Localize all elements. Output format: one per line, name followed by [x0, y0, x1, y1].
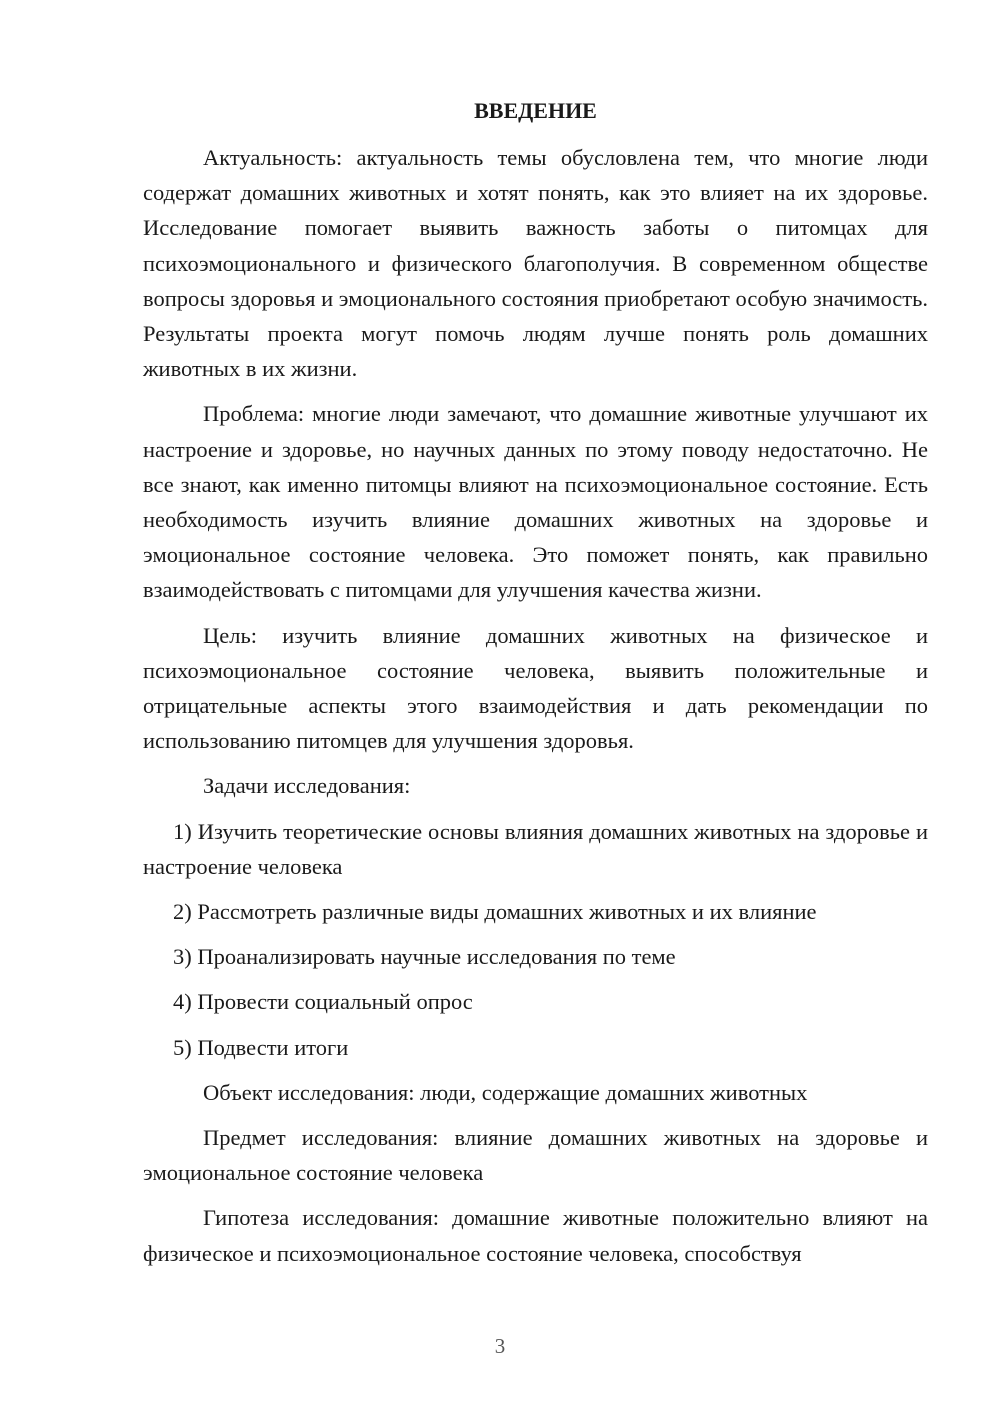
paragraph-object: Объект исследования: люди, содержащие домашних животных — [203, 1079, 808, 1105]
paragraph-subject: Предмет исследования: влияние домашних животных на здоровье и эмоциональное состояние человека — [143, 1125, 928, 1186]
paragraph-goal: Цель: изучить влияние домашних животных на физическое и психоэмоциональное состояние человека, выявить положительные и отрицательные аспекты этого взаимодействия и дать рекомендации по использованию питомцев для улучшения здоровья. — [143, 622, 928, 754]
task-item: 4) Провести социальный опрос — [173, 989, 473, 1015]
document-page — [143, 94, 928, 1281]
task-item: 2) Рассмотреть различные виды домашних животных и их влияние — [173, 899, 817, 925]
paragraph-relevance: Актуальность: актуальность темы обусловлена тем, что многие люди содержат домашних животных и хотят понять, как это влияет на их здоровье. Исследование помогает выявить важность заботы о питомцах для психоэмоционального и физического благополучия. В современном обществе вопросы здоровья и эмоционального состояния приобретают особую значимость. Результаты проекта могут помочь людям лучше понять роль домашних животных в их жизни. — [143, 145, 928, 382]
task-item: 5) Подвести итоги — [173, 1034, 349, 1060]
paragraph-problem: Проблема: многие люди замечают, что домашние животные улучшают их настроение и здоровье, но научных данных по этому поводу недостаточно. Не все знают, как именно питомцы влияют на психоэмоциональное состояние. Есть необходимость изучить влияние домашних животных на здоровье и эмоциональное состояние человека. Это поможет понять, как правильно взаимодействовать с питомцами для улучшения качества жизни. — [143, 401, 928, 603]
paragraph-tasks-heading: Задачи исследования: — [203, 773, 411, 799]
paragraph-hypothesis: Гипотеза исследования: домашние животные положительно влияют на физическое и психоэмоциональное состояние человека, способствуя — [143, 1205, 928, 1266]
task-item: 3) Проанализировать научные исследования по теме — [173, 944, 676, 970]
section-title: ВВЕДЕНИЕ — [474, 98, 597, 123]
task-item: 1) Изучить теоретические основы влияния домашних животных на здоровье и настроение человека — [143, 818, 928, 879]
page-number: 3 — [494, 1334, 506, 1358]
